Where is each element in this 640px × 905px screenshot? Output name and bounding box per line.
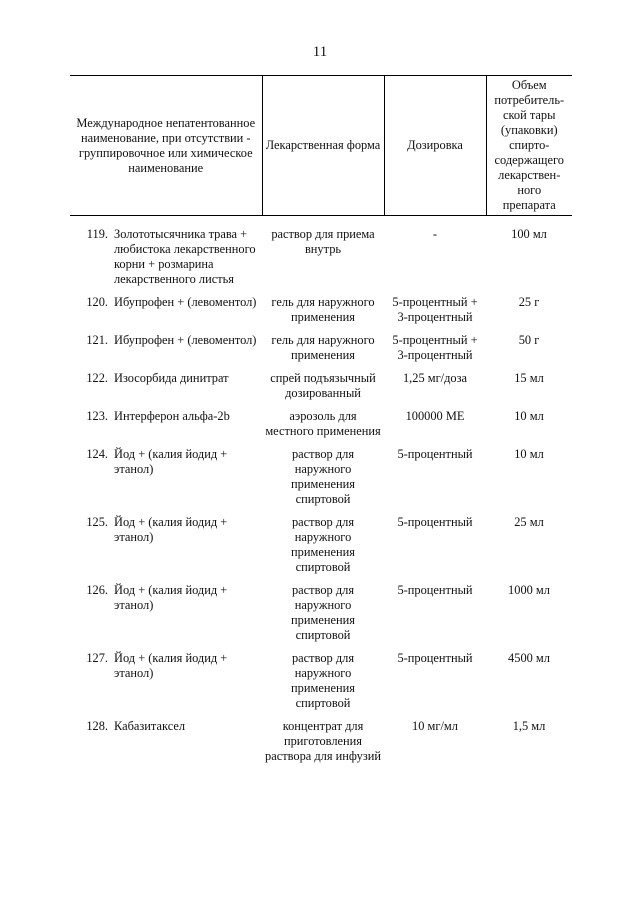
cell-volume: 4500 мл [508,651,550,665]
cell-name [70,371,262,409]
cell-volume: 50 г [518,333,540,347]
cell-form: раствор для наружного применения спиртовой [291,447,355,506]
table-row [70,719,572,772]
cell-form: концентрат для приготовления раствора для инфузий [265,719,381,763]
cell-dose: - [432,227,438,241]
table-row [70,651,572,719]
row-number: 128. [86,719,108,733]
header-volume: Объем потребитель-ской тары (упаковки) спирто-содержащего лекарствен-ного препарата [486,76,572,216]
cell-dose: 5-процентный [397,515,473,529]
row-number: 124. [86,447,108,461]
cell-name [70,295,262,333]
drug-name: Золототысячника трава + любистока лекарственного корни + розмарина лекарственного листья [114,227,256,286]
cell-form: раствор для наружного применения спиртовой [291,651,355,710]
cell-dose: 5-процентный [397,651,473,665]
drug-name: Кабазитаксел [114,719,186,733]
cell-form: раствор для наружного применения спиртовой [291,515,355,574]
cell-volume: 15 мл [514,371,544,385]
name-wrap [72,583,260,613]
header-row [70,76,572,216]
row-number: 119. [86,227,108,241]
cell-volume: 100 мл [511,227,547,241]
name-wrap [72,227,260,287]
table-row [70,227,572,295]
drug-name: Йод + (калия йодид + этанол) [114,515,228,544]
cell-name [70,719,262,772]
row-number: 127. [86,651,108,665]
header-form: Лекарственная форма [262,76,384,216]
name-wrap [72,719,260,734]
cell-name [70,651,262,719]
cell-name [70,227,262,295]
cell-dose: 100000 МЕ [405,409,465,423]
cell-form: гель для наружного применения [271,333,375,362]
name-wrap [72,295,260,310]
row-number: 125. [86,515,108,529]
cell-dose: 5-процентный + 3-процентный [392,333,478,362]
cell-dose: 5-процентный + 3-процентный [392,295,478,324]
row-number: 122. [86,371,108,385]
cell-volume: 10 мл [514,409,544,423]
cell-form: аэрозоль для местного применения [265,409,381,438]
medications-table [70,75,572,772]
cell-name [70,515,262,583]
cell-form: гель для наружного применения [271,295,375,324]
cell-dose: 5-процентный [397,447,473,461]
name-wrap [72,371,260,386]
table-row [70,583,572,651]
page-number: 11 [312,44,328,60]
table-row [70,447,572,515]
row-number: 121. [86,333,108,347]
name-wrap [72,651,260,681]
cell-volume: 1,5 мл [512,719,546,733]
drug-name: Ибупрофен + (левоментол) [114,333,257,347]
cell-volume: 1000 мл [508,583,550,597]
table-row [70,409,572,447]
cell-form: раствор для наружного применения спиртовой [291,583,355,642]
row-number: 120. [86,295,108,309]
drug-name: Йод + (калия йодид + этанол) [114,447,228,476]
header-dose: Дозировка [384,76,486,216]
cell-name [70,409,262,447]
cell-dose: 10 мг/мл [412,719,458,733]
cell-dose: 5-процентный [397,583,473,597]
cell-form: раствор для приема внутрь [271,227,375,256]
cell-volume: 10 мл [514,447,544,461]
name-wrap [72,515,260,545]
cell-name [70,583,262,651]
table-row [70,371,572,409]
cell-form: спрей подъязычный дозированный [270,371,376,400]
drug-name: Ибупрофен + (левоментол) [114,295,257,309]
cell-name [70,333,262,371]
name-wrap [72,409,260,424]
spacer-row [70,216,572,228]
drug-name: Йод + (калия йодид + этанол) [114,583,228,612]
drug-name: Йод + (калия йодид + этанол) [114,651,228,680]
table-row [70,333,572,371]
drug-name: Интерферон альфа-2b [114,409,230,423]
cell-name [70,447,262,515]
name-wrap [72,333,260,348]
cell-dose: 1,25 мг/доза [402,371,468,385]
name-wrap [72,447,260,477]
cell-volume: 25 мл [514,515,544,529]
cell-volume: 25 г [518,295,540,309]
table-header [70,76,572,216]
header-name: Международное непатентованное наименование, при отсутствии - группировочное или химическое наименование [70,76,262,216]
drug-name: Изосорбида динитрат [114,371,229,385]
spacer-cell [70,216,572,228]
table-body [70,216,572,773]
table-row [70,295,572,333]
table-row [70,515,572,583]
row-number: 126. [86,583,108,597]
row-number: 123. [86,409,108,423]
